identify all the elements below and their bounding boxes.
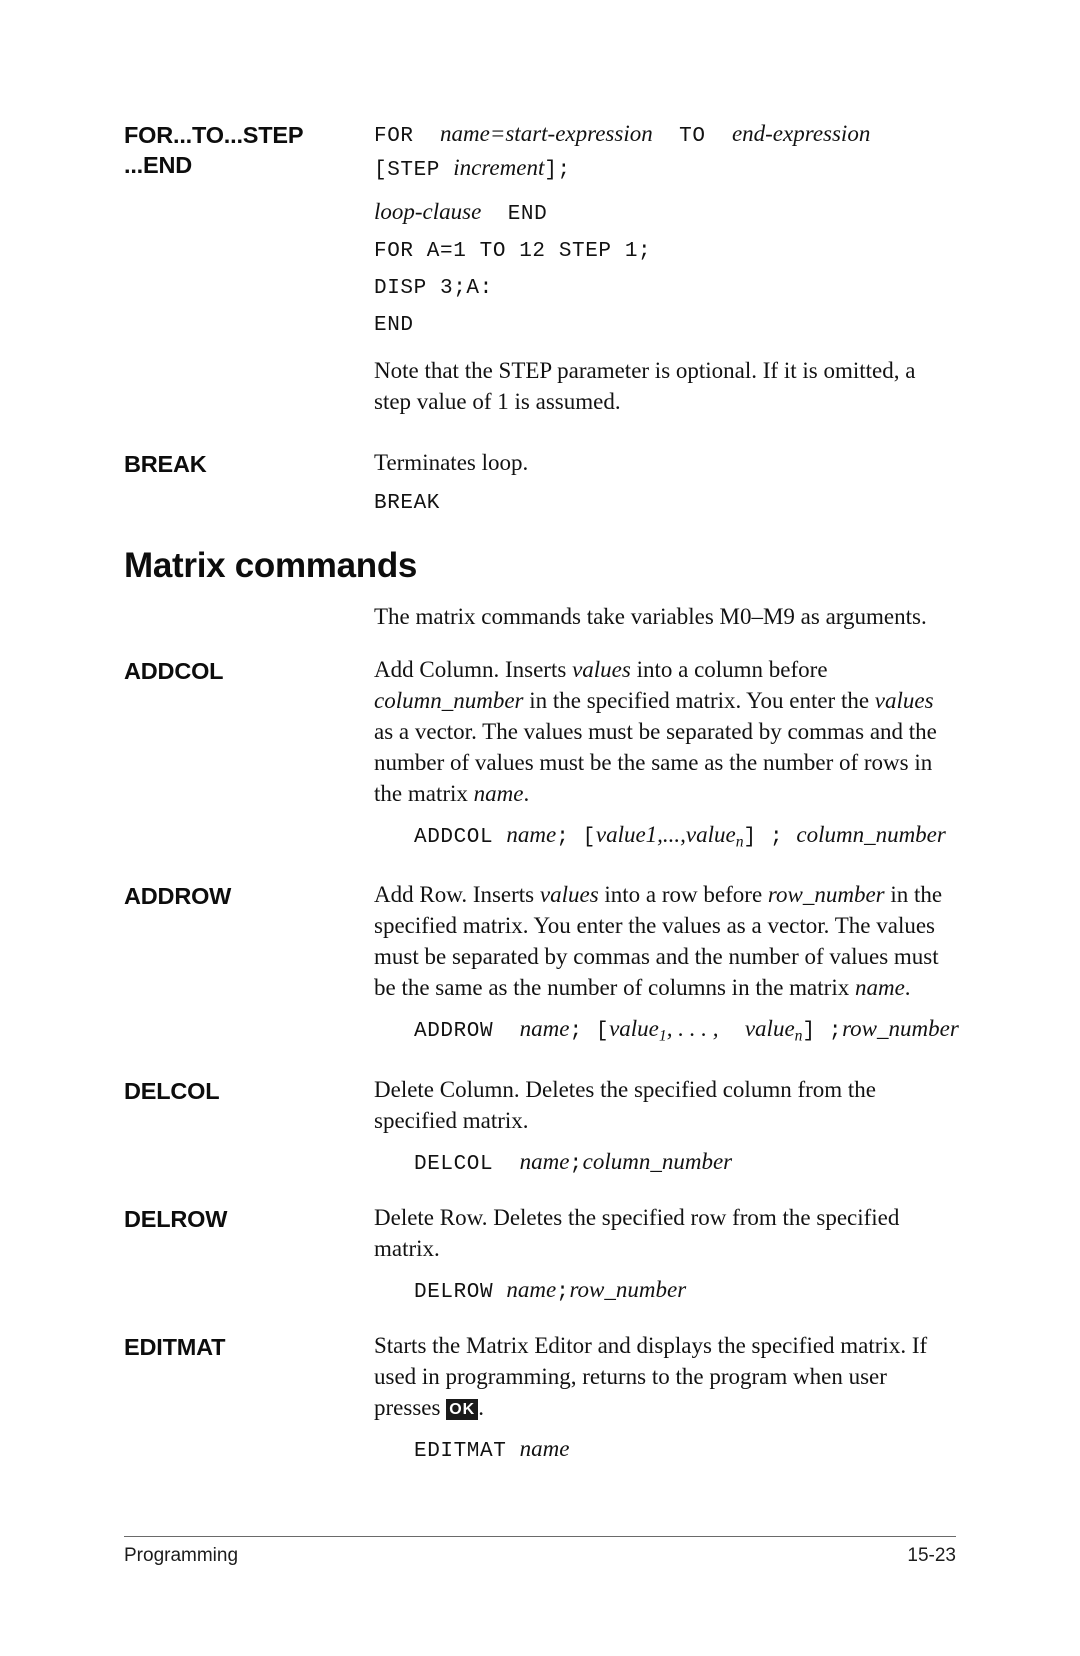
syntax-arg-name-start-expression: name=start-expression (440, 121, 653, 146)
entry-delrow (124, 1202, 956, 1308)
entry-addrow (124, 879, 959, 1051)
page-footer (124, 1545, 956, 1567)
entry-editmat (124, 1330, 956, 1467)
footer-divider (124, 1536, 956, 1537)
intro-matrix-commands: The matrix commands take variables M0–M9 as arguments. (374, 604, 927, 629)
desc-break: Terminates loop. (374, 450, 529, 475)
syntax-step-close: ]; (544, 159, 571, 182)
syntax-break: BREAK (374, 492, 441, 515)
desc-editmat: Starts the Matrix Editor and displays the specified matrix. If used in programming, returns to the program when user presses OK . (374, 1332, 928, 1420)
syntax-arg-end-expression: end-expression (731, 121, 871, 146)
term-addrow: ADDROW (124, 883, 232, 910)
term-addcol: ADDCOL (124, 658, 224, 684)
body-for-to-step-end (374, 118, 956, 417)
term-line-2: ...END (124, 152, 193, 178)
syntax-delrow: DELROW name;row_number (414, 1276, 687, 1304)
desc-delrow: Delete Row. Deletes the specified row from the specified matrix. (374, 1204, 900, 1261)
footer-page-number: 15-23 (907, 1545, 956, 1566)
entry-for-to-step-end (124, 118, 956, 417)
body-addcol (374, 654, 956, 857)
syntax-arg-increment: increment (453, 155, 545, 180)
example-line-2: DISP 3;A: (374, 277, 493, 300)
term-spacer-intro (124, 601, 374, 603)
example-line-1: FOR A=1 TO 12 STEP 1; (374, 240, 652, 263)
syntax-step-line (374, 152, 956, 186)
syntax-step-open: [STEP (374, 159, 441, 182)
note-step-optional: Note that the STEP parameter is optional. If it is omitted, a step value of 1 is assumed. (374, 358, 916, 414)
body-break (374, 447, 956, 519)
example-line-3: END (374, 314, 414, 337)
body-delcol (374, 1074, 956, 1180)
syntax-delcol: DELCOL name;column_number (414, 1148, 733, 1176)
entry-break (124, 447, 956, 519)
term-for-to-step-end (124, 118, 374, 180)
page-content (124, 118, 959, 1467)
term-delcol: DELCOL (124, 1077, 220, 1104)
term-editmat: EDITMAT (124, 1333, 226, 1360)
footer-chapter-label: Programming (124, 1545, 239, 1566)
syntax-keyword-end: END (507, 203, 548, 226)
desc-delcol: Delete Column. Deletes the specified column from the specified matrix. (374, 1076, 877, 1133)
syntax-for-header (374, 118, 956, 152)
body-editmat (374, 1330, 956, 1467)
syntax-keyword-to: TO (679, 125, 706, 148)
syntax-addrow: ADDROW name; [value$_1$, . . . , value$_n$] ;row_number (414, 1016, 959, 1045)
entry-delcol (124, 1074, 956, 1180)
body-addrow (374, 879, 959, 1051)
body-matrix-intro (374, 601, 956, 632)
desc-addrow: Add Row. Inserts values into a row before row_number in the specified matrix. You enter the values as a vector. The values must be separated by commas and the number of values must be the same as the number of columns in the matrix name. (374, 882, 943, 1001)
term-delrow: DELROW (124, 1205, 228, 1232)
syntax-keyword-for: FOR (374, 125, 414, 148)
syntax-editmat: EDITMAT name (414, 1435, 570, 1463)
term-break: BREAK (124, 451, 207, 477)
entry-matrix-intro (124, 601, 956, 632)
syntax-arg-loop-clause: loop-clause (374, 199, 482, 224)
desc-addcol: Add Column. Inserts values into a column before column_number in the specified matrix. You enter the values as a vector. The values must be separated by commas and the number of values must be the same as the number of rows in the matrix name. (374, 657, 937, 806)
entry-addcol (124, 654, 956, 857)
term-line-1: FOR...TO...STEP (124, 122, 304, 148)
syntax-loop-clause-line (374, 196, 956, 230)
syntax-addcol: ADDCOL name; [value1,...,value$_n$] ; column_number (414, 822, 946, 851)
ok-key-icon: OK (446, 1399, 478, 1420)
body-delrow (374, 1202, 956, 1308)
section-heading-matrix-commands: Matrix commands (124, 546, 418, 585)
